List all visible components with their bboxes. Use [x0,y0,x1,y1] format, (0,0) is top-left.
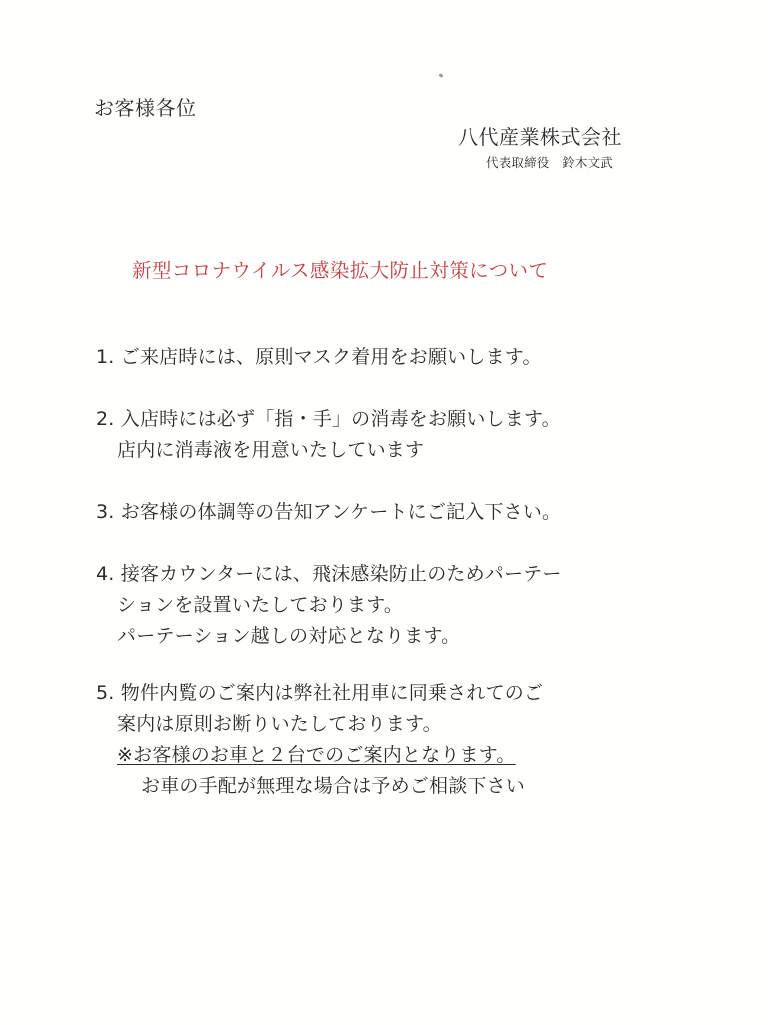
item-2-line-2: 店内に消毒液を用意いたしています [117,439,425,461]
item-5-line-2: 案内は原則お断りいたしております。 [117,713,442,735]
notice-title: 新型コロナウイルス感染拡大防止対策について [132,259,549,282]
company-name: 八代産業株式会社 [458,125,622,149]
item-1-line-1: 1. ご来店時には、原則マスク着用をお願いします。 [96,346,542,368]
representative-name: 代表取締役 鈴木文武 [486,155,614,170]
item-5-line-4: お車の手配が無理な場合は予めご相談下さい [141,775,526,797]
item-5-line-1: 5. 物件内覧のご案内は弊社社用車に同乗されてのご [96,682,544,704]
scan-speck [439,73,444,78]
item-4-line-2: ションを設置いたしております。 [117,594,404,616]
item-3-line-1: 3. お客様の体調等の告知アンケートにご記入下さい。 [96,501,562,523]
item-2-line-1: 2. 入店時には必ず「指・手」の消毒をお願いします。 [96,408,561,430]
item-4-line-3: パーテーション越しの対応となります。 [117,625,461,647]
item-5-line-3: ※お客様のお車と２台でのご案内となります。 [117,744,516,766]
item-4-line-1: 4. 接客カウンターには、飛沫感染防止のためパーテー [96,563,562,585]
addressee: お客様各位 [94,96,197,120]
